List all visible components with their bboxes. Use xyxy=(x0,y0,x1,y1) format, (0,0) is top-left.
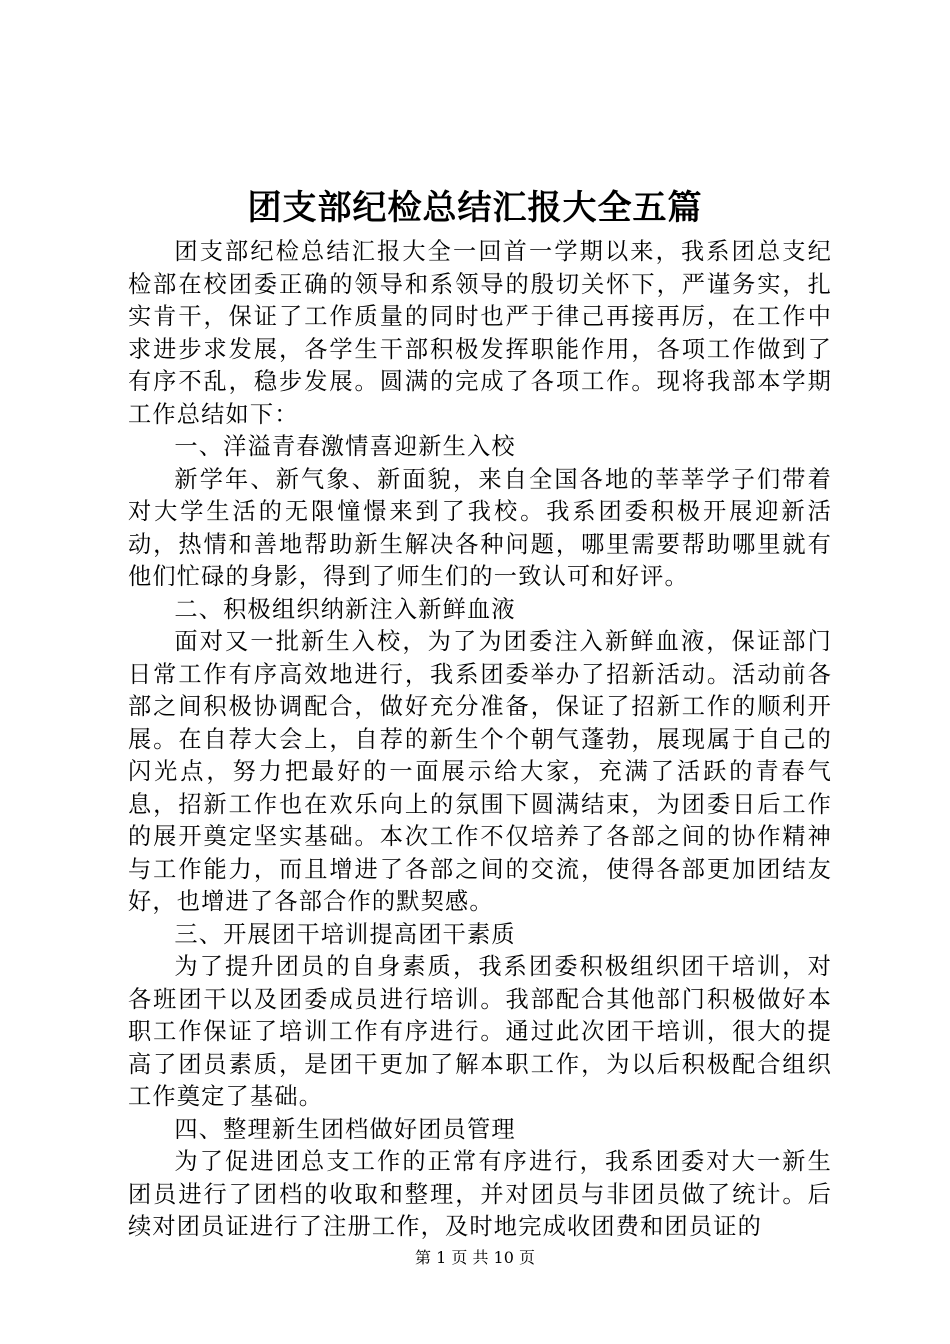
section-heading-3: 三、开展团干培训提高团干素质 xyxy=(174,920,516,948)
section-heading-4: 四、整理新生团档做好团员管理 xyxy=(174,1115,516,1143)
section-heading-1: 一、洋溢青春激情喜迎新生入校 xyxy=(174,433,516,460)
section-heading-2: 二、积极组织纳新注入新鲜血液 xyxy=(174,595,516,623)
paragraph-section-4: 为了促进团总支工作的正常有序进行，我系团委对大一新生团员进行了团档的收取和整理，并对团员与非团员做了统计。后续对团员证进行了注册工作，及时地完成收团费和团员证的 xyxy=(128,1148,832,1240)
paragraph-section-3: 为了提升团员的自身素质，我系团委积极组织团干培训，对各班团干以及团委成员进行培训。我部配合其他部门积极做好本职工作保证了培训工作有序进行。通过此次团干培训，很大的提高了团员素质，是团干更加了解本职工作，为以后积极配合组织工作奠定了基础。 xyxy=(128,953,832,1110)
document-title: 团支部纪检总结汇报大全五篇 xyxy=(247,188,703,228)
document-body xyxy=(128,236,832,1244)
page-footer: 第 1 页 共 10 页 xyxy=(415,1248,535,1267)
paragraph-section-1: 新学年、新气象、新面貌，来自全国各地的莘莘学子们带着对大学生活的无限憧憬来到了我校。我系团委积极开展迎新活动，热情和善地帮助新生解决各种问题，哪里需要帮助哪里就有他们忙碌的身影，得到了师生们的一致认可和好评。 xyxy=(128,465,832,590)
paragraph-intro: 团支部纪检总结汇报大全一回首一学期以来，我系团总支纪检部在校团委正确的领导和系领导的殷切关怀下，严谨务实，扎实肯干，保证了工作质量的同时也严于律己再接再厉，在工作中求进步求发展，各学生干部积极发挥职能作用，各项工作做到了有序不乱，稳步发展。圆满的完成了各项工作。现将我部本学期工作总结如下： xyxy=(128,238,832,428)
paragraph-section-2: 面对又一批新生入校，为了为团委注入新鲜血液，保证部门日常工作有序高效地进行，我系团委举办了招新活动。活动前各部之间积极协调配合，做好充分准备，保证了招新工作的顺利开展。在自荐大会上，自荐的新生个个朝气蓬勃，展现属于自己的闪光点，努力把最好的一面展示给大家，充满了活跃的青春气息，招新工作也在欢乐向上的氛围下圆满结束，为团委日后工作的展开奠定坚实基础。本次工作不仅培养了各部之间的协作精神与工作能力，而且增进了各部之间的交流，使得各部更加团结友好，也增进了各部合作的默契感。 xyxy=(128,628,832,915)
